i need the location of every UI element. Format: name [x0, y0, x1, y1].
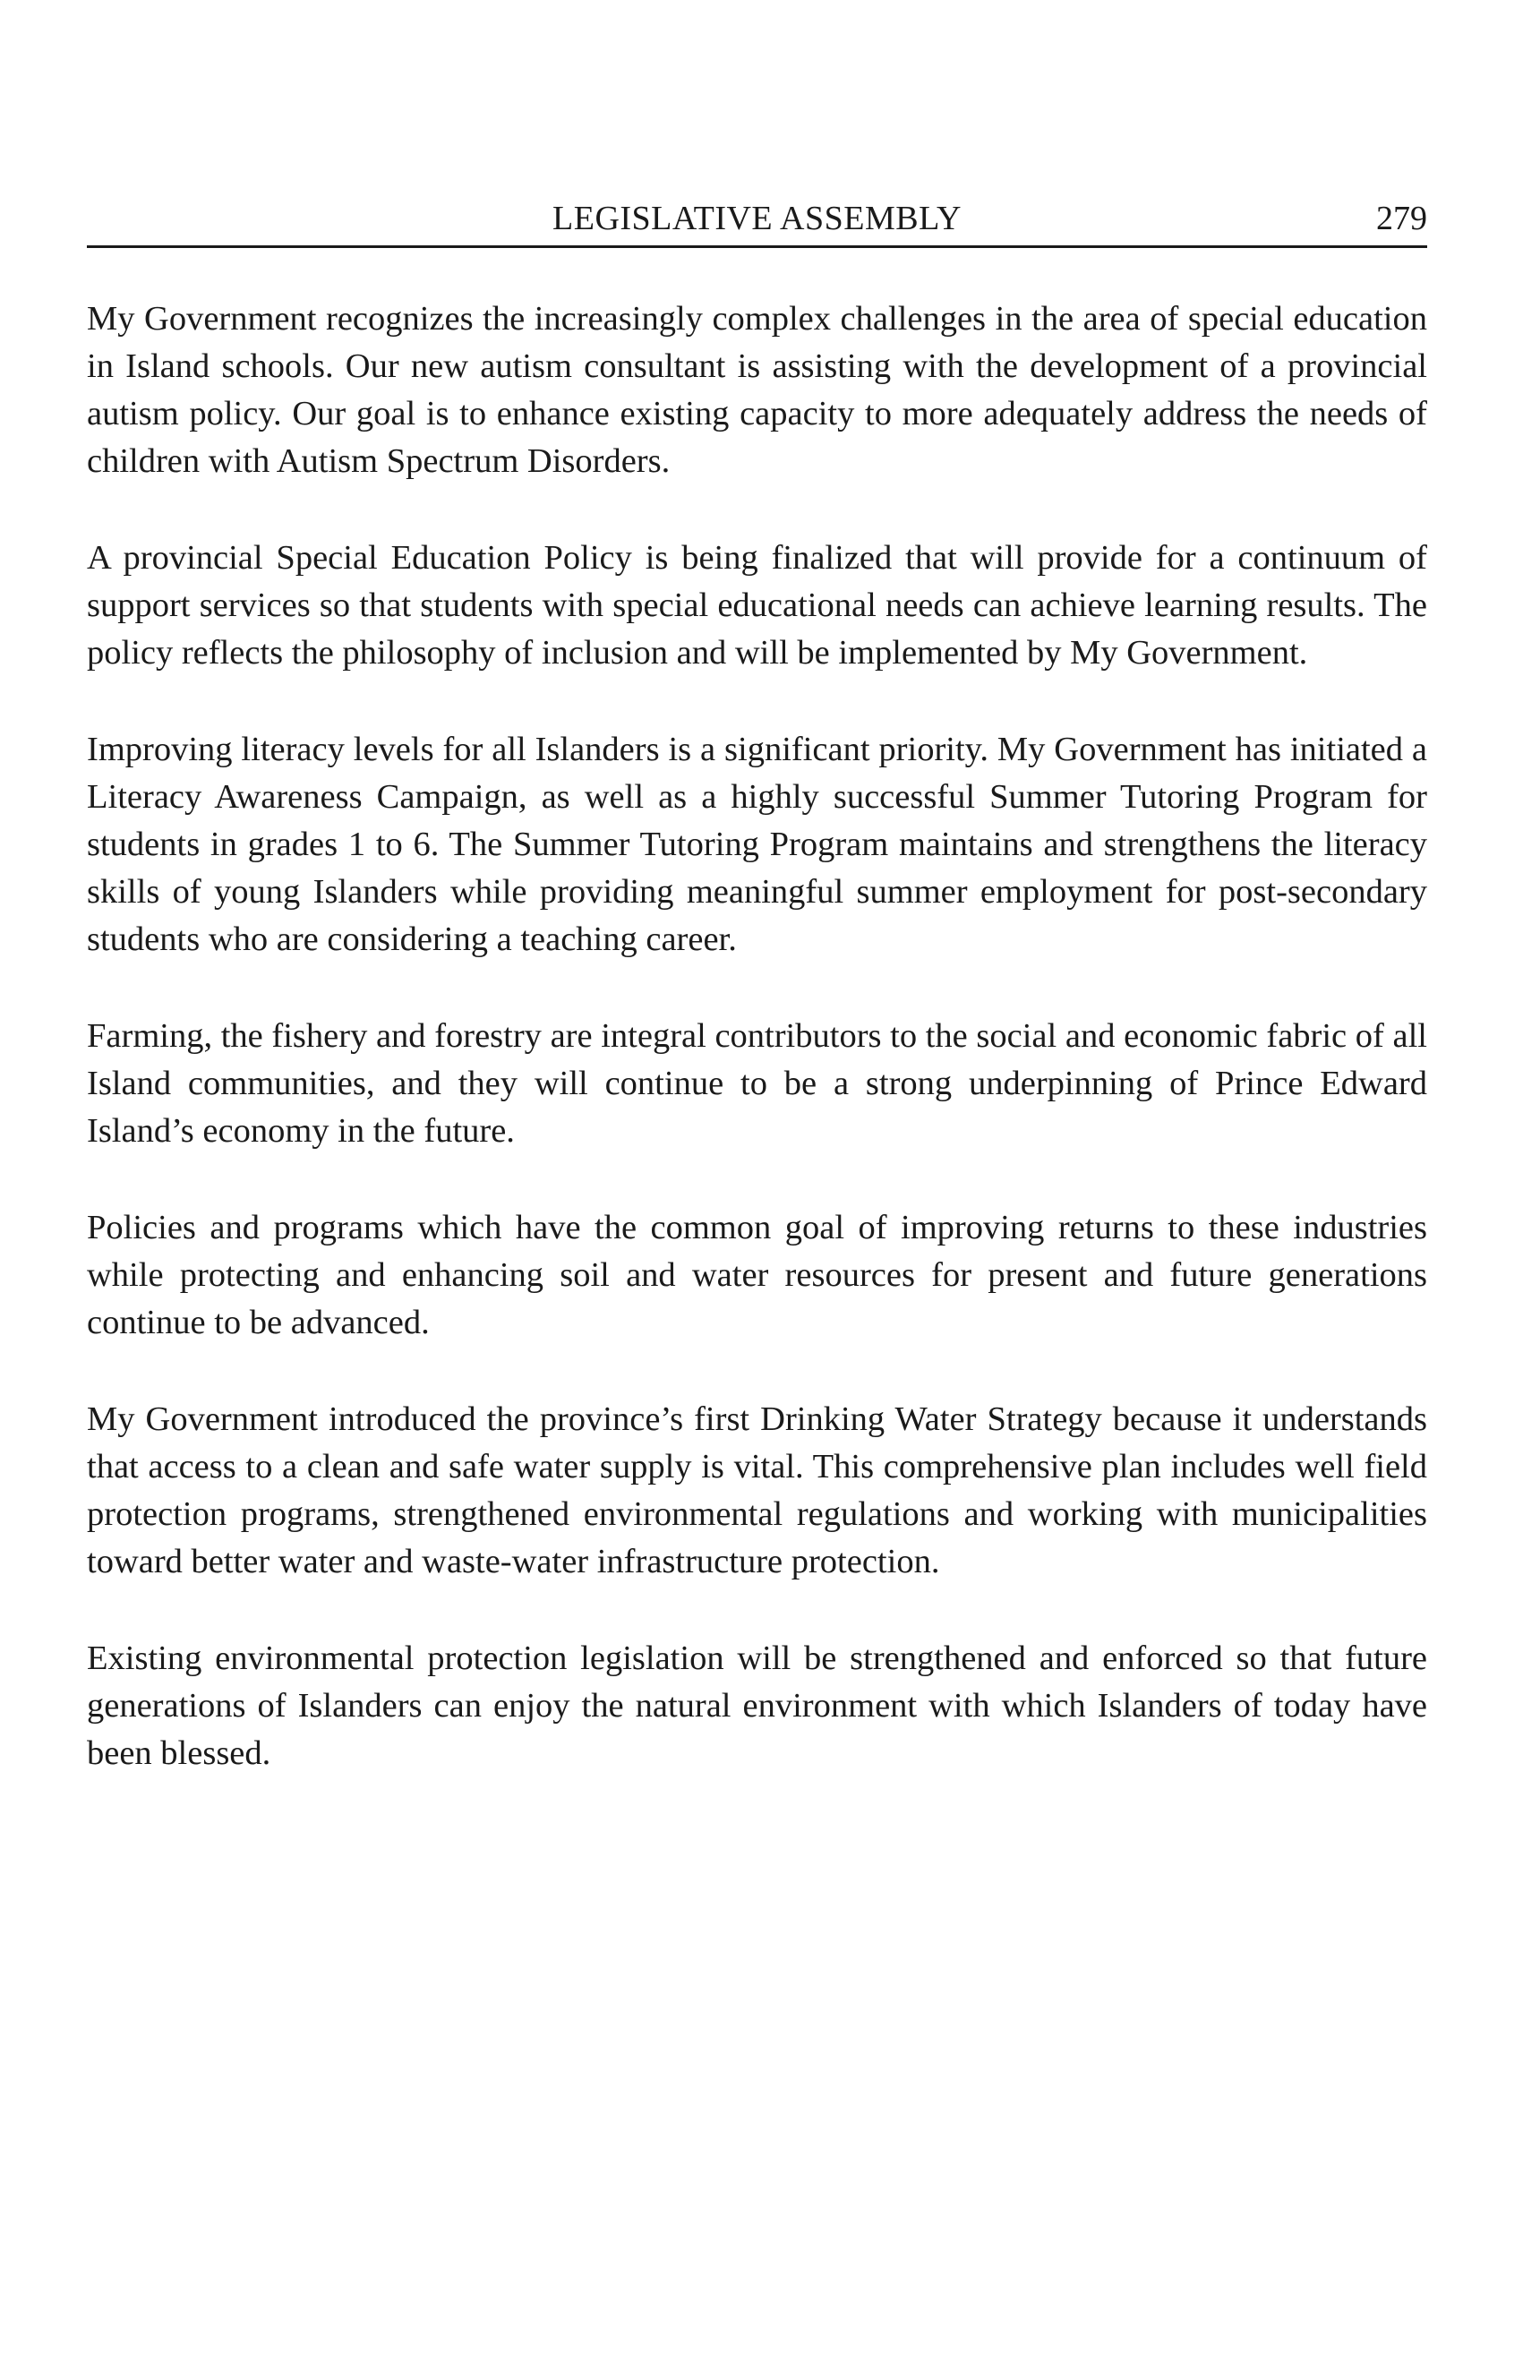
paragraph-special-education-policy: A provincial Special Education Policy is being finalized that will provide for a continuum of support services so that students with special educational needs can achieve learning results. The policy reflects the philosophy of inclusion and will be implemented by My Government. [87, 539, 1427, 672]
paragraph-environmental-protection: Existing environmental protection legislation will be strengthened and enforced so that future generations of Islanders can enjoy the natural environment with which Islanders of today have been blessed. [87, 1639, 1427, 1772]
page-body [87, 295, 1427, 1827]
paragraph-special-education: My Government recognizes the increasingly complex challenges in the area of special education in Island schools. Our new autism consultant is assisting with the development of a provincial autism policy. Our goal is to enhance existing capacity to more adequately address the needs of children with Autism Spectrum Disorders. [87, 300, 1427, 480]
paragraph-farming-fishery-forestry: Farming, the fishery and forestry are integral contributors to the social and economic fabric of all Island communities, and they will continue to be a strong underpinning of Prince Edward Island’s economy in the future. [87, 1017, 1427, 1150]
running-title: LEGISLATIVE ASSEMBLY [552, 200, 962, 237]
paragraph-policies-programs: Policies and programs which have the common goal of improving returns to these industries while protecting and enhancing soil and water resources for present and future generations continue to be advanced. [87, 1209, 1427, 1341]
page-header [87, 195, 1427, 248]
page-number: 279 [1376, 200, 1427, 237]
paragraph-drinking-water: My Government introduced the province’s first Drinking Water Strategy because it understands that access to a clean and safe water supply is vital. This comprehensive plan includes well field protection programs, strengthened environmental regulations and working with municipalities toward better water and waste-water infrastructure protection. [87, 1400, 1427, 1580]
paragraph-literacy: Improving literacy levels for all Islanders is a significant priority. My Government has initiated a Literacy Awareness Campaign, as well as a highly successful Summer Tutoring Program for students in grades 1 to 6. The Summer Tutoring Program maintains and strengthens the literacy skills of young Islanders while providing meaningful summer employment for post-secondary students who are considering a teaching career. [87, 731, 1427, 958]
